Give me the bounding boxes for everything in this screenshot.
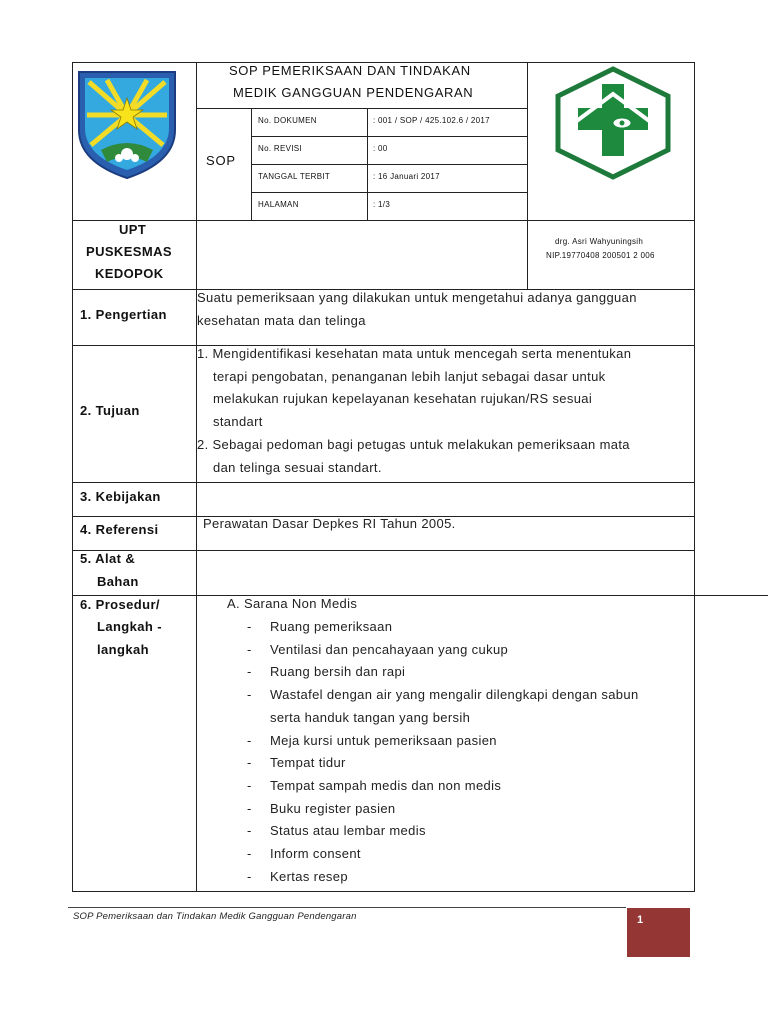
column-divider bbox=[196, 62, 197, 891]
list-item: Status atau lembar medis bbox=[270, 823, 426, 838]
prosedur-heading: A. Sarana Non Medis bbox=[227, 596, 358, 611]
pengertian-text: kesehatan mata dan telinga bbox=[197, 313, 366, 328]
tujuan-text: terapi pengobatan, penanganan lebih lanjut sebagai dasar untuk bbox=[213, 369, 606, 384]
list-bullet: - bbox=[247, 733, 252, 748]
section-label-langkah: Langkah - bbox=[97, 619, 162, 634]
page-number-box bbox=[627, 908, 690, 957]
page-number: 1 bbox=[637, 914, 644, 926]
column-divider bbox=[367, 108, 368, 220]
section-label-bahan: Bahan bbox=[97, 574, 139, 589]
rule bbox=[72, 550, 694, 551]
list-bullet: - bbox=[247, 778, 252, 793]
section-label-prosedur: 6. Prosedur/ bbox=[80, 597, 160, 612]
tujuan-text: 1. Mengidentifikasi kesehatan mata untuk mencegah serta menentukan bbox=[197, 346, 632, 361]
footer-text: SOP Pemeriksaan dan Tindakan Medik Gangguan Pendengaran bbox=[73, 911, 357, 922]
list-item: Ventilasi dan pencahayaan yang cukup bbox=[270, 642, 509, 657]
list-bullet: - bbox=[247, 642, 252, 657]
puskesmas-cross-icon bbox=[552, 66, 674, 180]
tujuan-text: melakukan rujukan kepelayanan kesehatan rujukan/RS sesuai bbox=[213, 391, 593, 406]
section-label-alat: 5. Alat & bbox=[80, 551, 136, 566]
column-divider bbox=[527, 62, 528, 289]
meta-label: HALAMAN bbox=[258, 200, 299, 209]
table-border-right bbox=[694, 62, 695, 892]
list-item: Tempat tidur bbox=[270, 755, 346, 770]
list-item: serta handuk tangan yang bersih bbox=[270, 710, 471, 725]
list-bullet: - bbox=[247, 869, 252, 884]
list-item: Buku register pasien bbox=[270, 801, 396, 816]
tujuan-text: standart bbox=[213, 414, 263, 429]
list-bullet: - bbox=[247, 664, 252, 679]
rule bbox=[72, 595, 768, 596]
meta-value: : 00 bbox=[373, 144, 388, 153]
column-divider bbox=[251, 108, 252, 220]
referensi-text: Perawatan Dasar Depkes RI Tahun 2005. bbox=[203, 516, 456, 531]
regional-crest-icon bbox=[77, 70, 177, 180]
section-label-referensi: 4. Referensi bbox=[80, 522, 159, 537]
list-bullet: - bbox=[247, 687, 252, 702]
document-title-line2: MEDIK GANGGUAN PENDENGARAN bbox=[233, 85, 474, 100]
meta-value: : 16 Januari 2017 bbox=[373, 172, 440, 181]
list-bullet: - bbox=[247, 755, 252, 770]
list-item: Wastafel dengan air yang mengalir dilengkapi dengan sabun bbox=[270, 687, 639, 702]
org-name-line3: KEDOPOK bbox=[95, 266, 164, 281]
sop-label: SOP bbox=[206, 153, 236, 168]
meta-value: : 1/3 bbox=[373, 200, 391, 209]
rule bbox=[251, 192, 527, 193]
rule bbox=[72, 220, 694, 221]
section-label-pengertian: 1. Pengertian bbox=[80, 307, 167, 322]
list-item: Kertas resep bbox=[270, 869, 348, 884]
footer-rule bbox=[68, 907, 626, 908]
org-name-line1: UPT bbox=[119, 222, 147, 237]
list-item: Ruang pemeriksaan bbox=[270, 619, 393, 634]
list-item: Meja kursi untuk pemeriksaan pasien bbox=[270, 733, 497, 748]
tujuan-text: dan telinga sesuai standart. bbox=[213, 460, 382, 475]
meta-value: : 001 / SOP / 425.102.6 / 2017 bbox=[373, 116, 490, 125]
document-title-line1: SOP PEMERIKSAAN DAN TINDAKAN bbox=[229, 63, 471, 78]
signer-name: drg. Asri Wahyuningsih bbox=[555, 237, 644, 246]
signer-nip: NIP.19770408 200501 2 006 bbox=[546, 251, 655, 260]
section-label-tujuan: 2. Tujuan bbox=[80, 403, 140, 418]
org-name-line2: PUSKESMAS bbox=[86, 244, 172, 259]
tujuan-text: 2. Sebagai pedoman bagi petugas untuk melakukan pemeriksaan mata bbox=[197, 437, 630, 452]
table-border-bottom bbox=[72, 891, 694, 892]
rule bbox=[251, 164, 527, 165]
list-bullet: - bbox=[247, 801, 252, 816]
meta-label: No. DOKUMEN bbox=[258, 116, 317, 125]
section-label-kebijakan: 3. Kebijakan bbox=[80, 489, 161, 504]
section-label-langkah2: langkah bbox=[97, 642, 149, 657]
list-item: Inform consent bbox=[270, 846, 361, 861]
meta-label: No. REVISI bbox=[258, 144, 302, 153]
list-bullet: - bbox=[247, 619, 252, 634]
rule bbox=[72, 482, 694, 483]
pengertian-text: Suatu pemeriksaan yang dilakukan untuk mengetahui adanya gangguan bbox=[197, 290, 637, 305]
meta-label: TANGGAL TERBIT bbox=[258, 172, 331, 181]
list-item: Tempat sampah medis dan non medis bbox=[270, 778, 502, 793]
list-bullet: - bbox=[247, 823, 252, 838]
rule bbox=[196, 108, 527, 109]
list-item: Ruang bersih dan rapi bbox=[270, 664, 406, 679]
table-border-left bbox=[72, 62, 73, 892]
rule bbox=[251, 136, 527, 137]
list-bullet: - bbox=[247, 846, 252, 861]
